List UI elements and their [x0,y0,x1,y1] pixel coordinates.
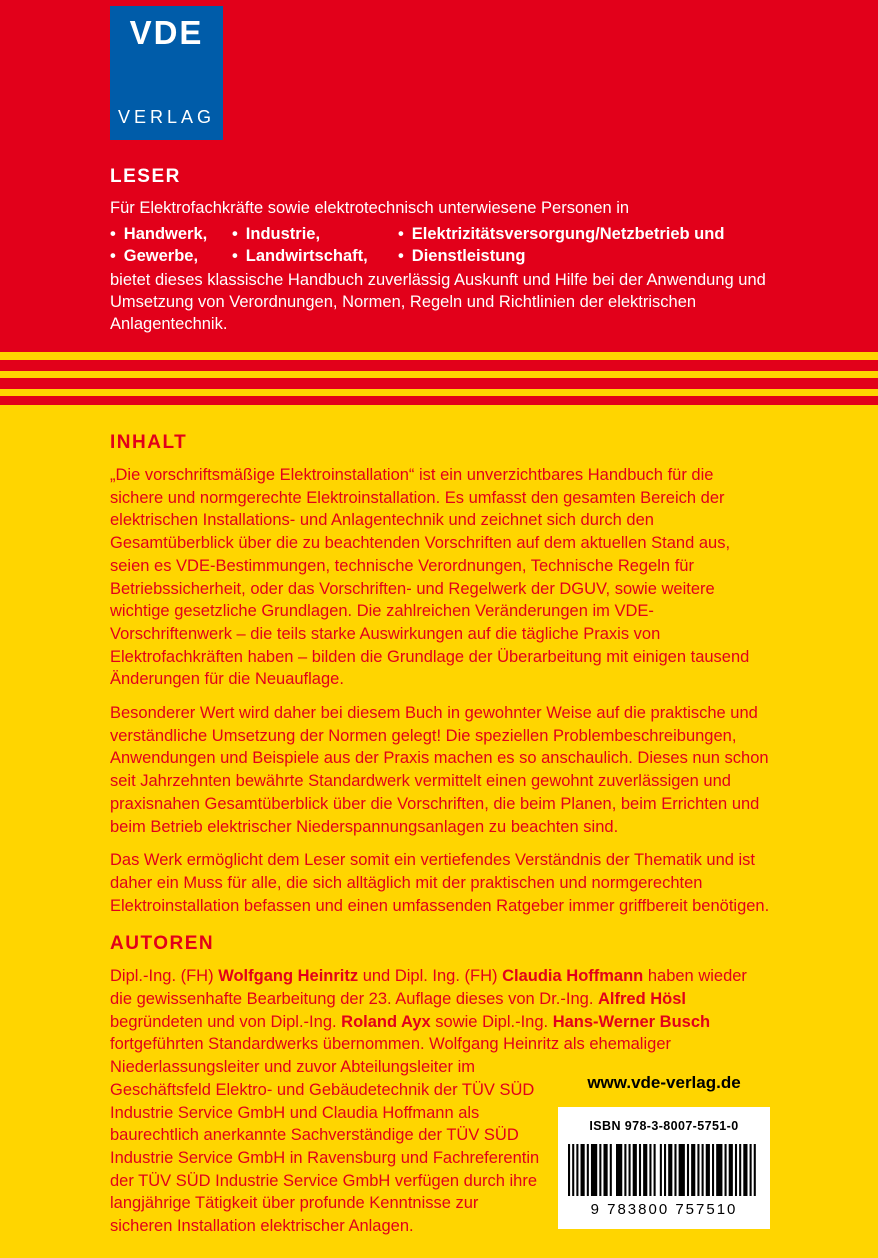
author-name: Claudia Hoffmann [502,967,644,986]
autoren-heading: AUTOREN [110,933,215,955]
top-red-section [0,0,878,352]
bullet-item-landwirtschaft [232,245,398,267]
autoren-text-segment: zuvor Abteilungsleiter im Geschäftsfeld Elektro- und Gebäudetechnik der TÜV SÜD Industrie Service GmbH und Claudia Hoffmann als baurechtlich anerkannte Sachverständige der TÜV SÜD Industrie Service GmbH in Ravensburg und Fachreferentin der TÜV SÜD Industrie Service GmbH verfügen durch ihre langjährige Tätigkeit über profunde Kenntnisse zur sicheren Installation elektrischer Anlagen. [110,1058,540,1236]
stripe-divider [0,352,878,405]
publisher-info-box [558,1062,770,1229]
inhalt-paragraph-3: Das Werk ermöglicht dem Leser somit ein vertiefendes Verständnis der Thematik und ist daher ein Muss für alle, die sich alltäglich mit der praktischen und normgerechten Elektroinstallation befassen und einen umfassenden Ratgeber immer griffbereit benötigen. [110,851,770,915]
website-url: www.vde-verlag.de [587,1073,741,1093]
bullet-item-gewerbe [110,245,232,267]
verlag-logo-text: VERLAG [117,107,216,127]
isbn-label: ISBN 978-3-8007-5751-0 [589,1118,739,1133]
leser-intro: Für Elektrofachkräfte sowie elektrotechnisch unterwiesene Personen in [110,199,630,217]
bullet-label: Handwerk, [123,225,208,243]
leser-bullet-list [110,223,770,267]
main-yellow-section [0,405,878,1258]
bullet-icon: • [398,247,404,265]
bullet-icon: • [232,247,238,265]
leser-outro: bietet dieses klassische Handbuch zuverlässig Auskunft und Hilfe bei der Anwendung und Umsetzung von Verordnungen, Normen, Regeln und Richtlinien der elektrischen Anlagentechnik. [110,271,766,333]
vde-logo-text: VDE [129,14,204,51]
autoren-paragraph [110,965,770,1237]
bullet-icon: • [110,247,116,265]
autoren-text-segment: Dipl.-Ing. (FH) [110,967,219,986]
barcode-bars-icon [568,1144,760,1196]
bullet-label: Industrie, [245,225,321,243]
bullet-icon: • [398,225,404,243]
bullet-label: Dienstleistung [411,247,526,265]
author-name: Alfred Hösl [597,990,686,1009]
bullet-item-handwerk [110,223,232,245]
inhalt-paragraph-2: Besonderer Wert wird daher bei diesem Buch in gewohnter Weise auf die praktische und verständliche Umsetzung der Normen gelegt! Die speziellen Problembeschreibungen, Anwendungen und Beispiele aus der Praxis machen es so anschaulich. Dieses nun schon seit Jahrzehnten bewährte Standardwerk vermittelt einen gewohnt zuverlässigen und praxisnahen Gesamtüberblick über die Vorschriften, die beim Planen, beim Errichten und beim Betrieb elektrischer Niederspannungsanlagen zu beachten sind. [110,704,769,836]
bullet-icon: • [232,225,238,243]
bullet-item-elektrizitaetsversorgung [398,223,770,245]
vde-verlag-logo [110,6,223,140]
autoren-text-segment: sowie Dipl.-Ing. [430,1012,553,1031]
bullet-item-industrie [232,223,398,245]
leser-heading: LESER [110,166,181,187]
inhalt-heading: INHALT [110,432,188,453]
bullet-item-dienstleistung [398,245,770,267]
author-name: Hans-Werner Busch [552,1012,711,1031]
bullet-label: Landwirtschaft, [245,247,368,265]
ean-number: 9 783800 757510 [590,1200,738,1218]
autoren-text-segment: fortgeführten Standardwerks übernommen. Wolfgang Heinritz als ehemaliger Niederlassungsleiter und [110,1035,671,1077]
bullet-label: Elektrizitätsversorgung/Netzbetrieb und [411,225,725,243]
autoren-text-segment: und Dipl. Ing. (FH) [358,967,503,986]
autoren-text-segment: begründeten und von Dipl.-Ing. [110,1012,342,1031]
isbn-barcode [558,1107,770,1229]
bullet-icon: • [110,225,116,243]
author-name: Roland Ayx [341,1012,431,1031]
author-name: Wolfgang Heinritz [218,967,359,986]
bullet-label: Gewerbe, [123,247,199,265]
inhalt-paragraph-1: „Die vorschriftsmäßige Elektroinstallation“ ist ein unverzichtbares Handbuch für die sichere und normgerechte Elektroinstallation. Es umfasst den gesamten Bereich der elektrischen Installations- und Anlagentechnik und zeichnet sich durch den Gesamtüberblick über die zu beachtenden Vorschriften auf dem aktuellen Stand aus, seien es VDE-Bestimmungen, technische Verordnungen, Technische Regeln für Betriebssicherheit, oder das Vorschriften- und Regelwerk der DGUV, sowie weitere wichtige gesetzliche Grundlagen. Die zahlreichen Veränderungen im VDE-Vorschriftenwerk – die teils starke Auswirkungen auf die tägliche Praxis von Elektrofachkräften haben – bilden die Grundlage der Überarbeitung mit einigen tausend Änderungen für die Neuauflage. [110,466,750,689]
autoren-text-segment: haben wieder die gewissenhafte Bearbeitung der 23. Auflage dieses von Dr.-Ing. [110,967,747,1009]
